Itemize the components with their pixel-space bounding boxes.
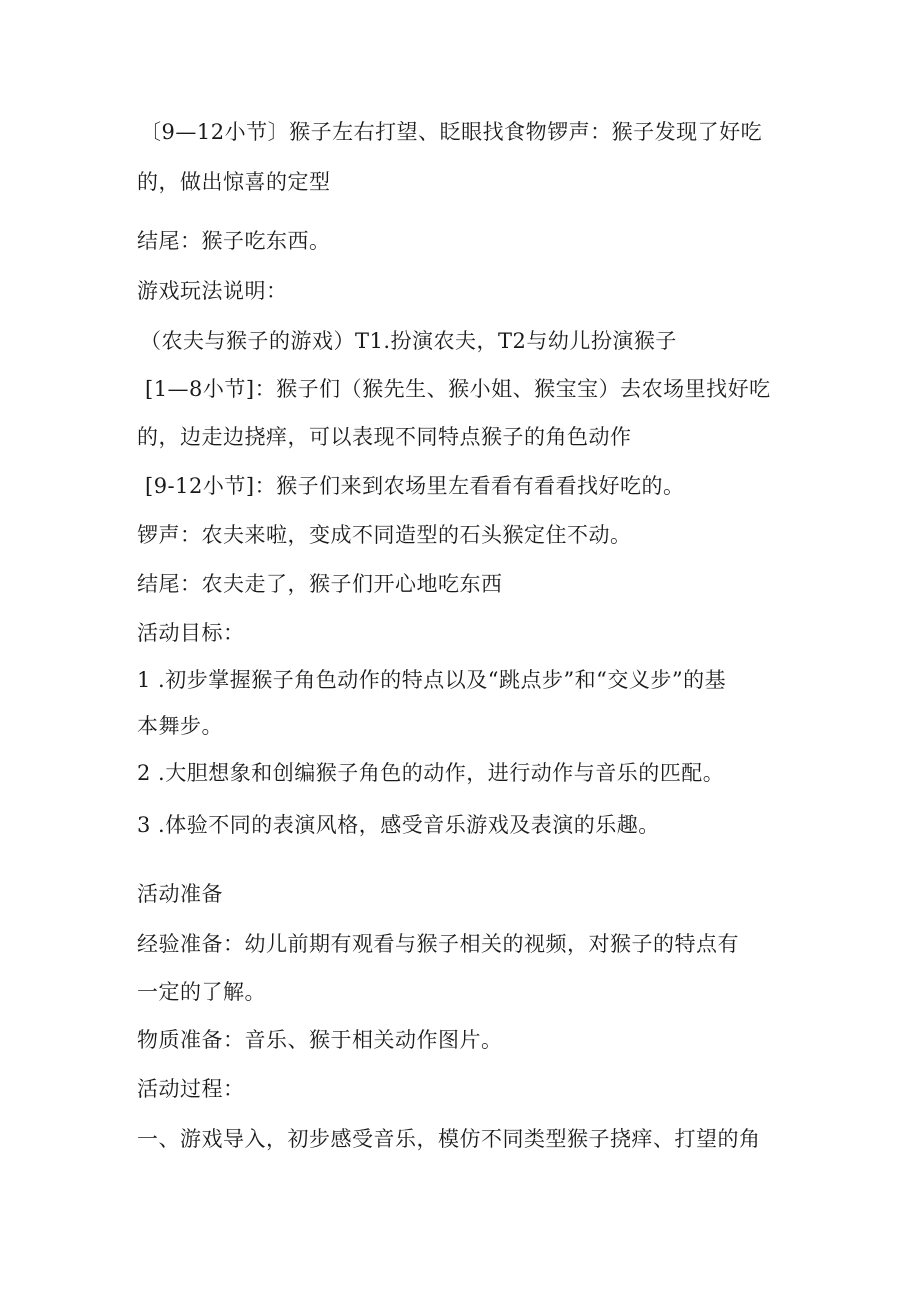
text-line: 结尾：农夫走了，猴子们开心地吃东西	[137, 572, 503, 596]
list-item-continuation: 本舞步。	[137, 714, 223, 738]
text-line: 一、游戏导入，初步感受音乐，模仿不同类型猴子挠痒、打望的角	[137, 1127, 761, 1151]
section-heading: 活动目标：	[137, 621, 245, 645]
text-line: 的，做出惊喜的定型	[137, 170, 331, 194]
text-line: 锣声：农夫来啦，变成不同造型的石头猴定住不动。	[137, 523, 632, 547]
text-line: 结尾：猴子吃东西。	[137, 229, 331, 253]
text-line: 游戏玩法说明：	[137, 279, 288, 303]
text-line: 物质准备：音乐、猴于相关动作图片。	[137, 1028, 503, 1052]
list-item: 3 .体验不同的表演风格，感受音乐游戏及表演的乐趣。	[137, 813, 660, 837]
text-line: 〔9—12小节〕猴子左右打望、眨眼找食物锣声：猴子发现了好吃	[140, 120, 763, 144]
text-line: （农夫与猴子的游戏）T1.扮演农夫，T2与幼儿扮演猴子	[140, 329, 677, 353]
text-line: 一定的了解。	[137, 980, 266, 1004]
text-line: [1—8小节]：猴子们（猴先生、猴小姐、猴宝宝）去农场里找好吃	[145, 377, 771, 401]
list-item: 2 .大胆想象和创编猴子角色的动作，进行动作与音乐的匹配。	[137, 761, 725, 785]
text-line: 经验准备：幼儿前期有观看与猴子相关的视频，对猴子的特点有	[137, 932, 739, 956]
list-item: 1 .初步掌握猴子角色动作的特点以及“跳点步”和“交义步”的基	[137, 668, 727, 692]
text-line: [9-12小节]：猴子们来到农场里左看看有看看找好吃的。	[145, 474, 685, 498]
section-heading: 活动过程：	[137, 1077, 245, 1101]
text-line: 的，边走边挠痒，可以表现不同特点猴子的角色动作	[137, 425, 632, 449]
section-heading: 活动准备	[137, 882, 223, 906]
